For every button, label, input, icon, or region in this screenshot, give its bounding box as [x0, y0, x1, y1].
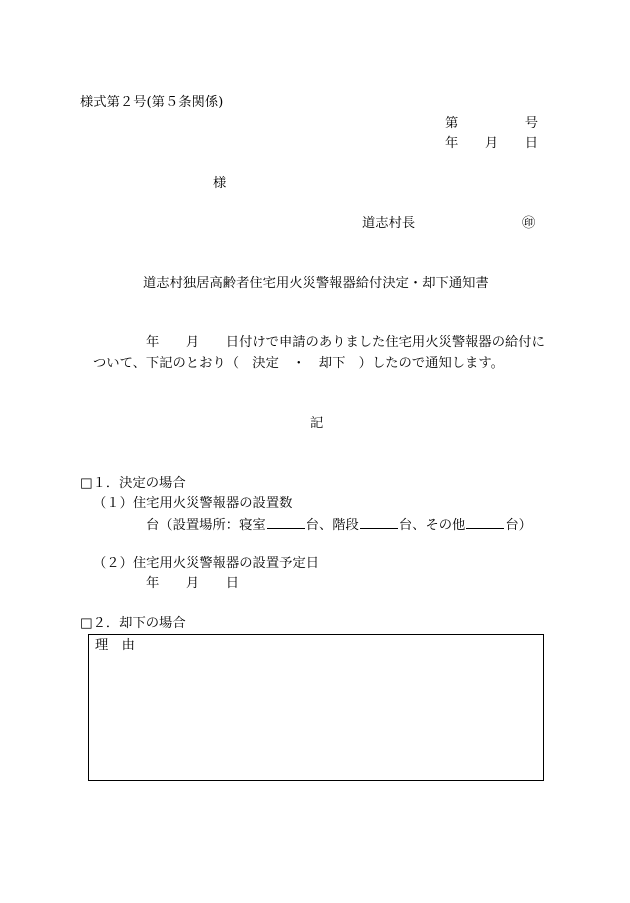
bedroom-count-blank — [267, 516, 305, 529]
reason-label: 理 由 — [95, 638, 135, 653]
document-title: 道志村独居高齢者住宅用火災警報器給付決定・却下通知書 — [143, 276, 489, 291]
seal-mark: ㊞ — [522, 216, 536, 231]
install-date-line: 年 月 日 — [146, 576, 240, 591]
install-count-label: （１）住宅用火災警報器の設置数 — [93, 496, 293, 511]
body-line-1: 年 月 日付けで申請のありました住宅用火災警報器の給付に — [146, 335, 545, 350]
document-date-line: 年 月 日 — [445, 136, 539, 151]
stairs-count-blank — [360, 516, 398, 529]
reason-box — [88, 634, 544, 781]
install-date-label: （２）住宅用火災警報器の設置予定日 — [93, 556, 320, 571]
install-count-text-3: 台、その他 — [398, 518, 466, 533]
install-count-text-2: 台、階段 — [305, 518, 359, 533]
document-number-line: 第 号 — [445, 116, 539, 131]
install-count-text-4: 台） — [505, 518, 532, 533]
install-count-text-1: 台（設置場所：寝室 — [146, 518, 266, 533]
sender-name: 道志村長 — [362, 216, 416, 231]
form-number: 様式第２号(第５条関係) — [80, 95, 224, 110]
body-line-2: ついて、下記のとおり（ 決定 ・ 却下 ）したので通知します。 — [93, 356, 504, 371]
ki-heading: 記 — [310, 416, 324, 431]
section-approval-heading: □１．決定の場合 — [80, 476, 186, 491]
section-rejection-heading: □２．却下の場合 — [80, 616, 186, 631]
other-count-blank — [466, 516, 504, 529]
addressee-suffix: 様 — [213, 176, 227, 191]
install-count-line — [146, 516, 532, 534]
